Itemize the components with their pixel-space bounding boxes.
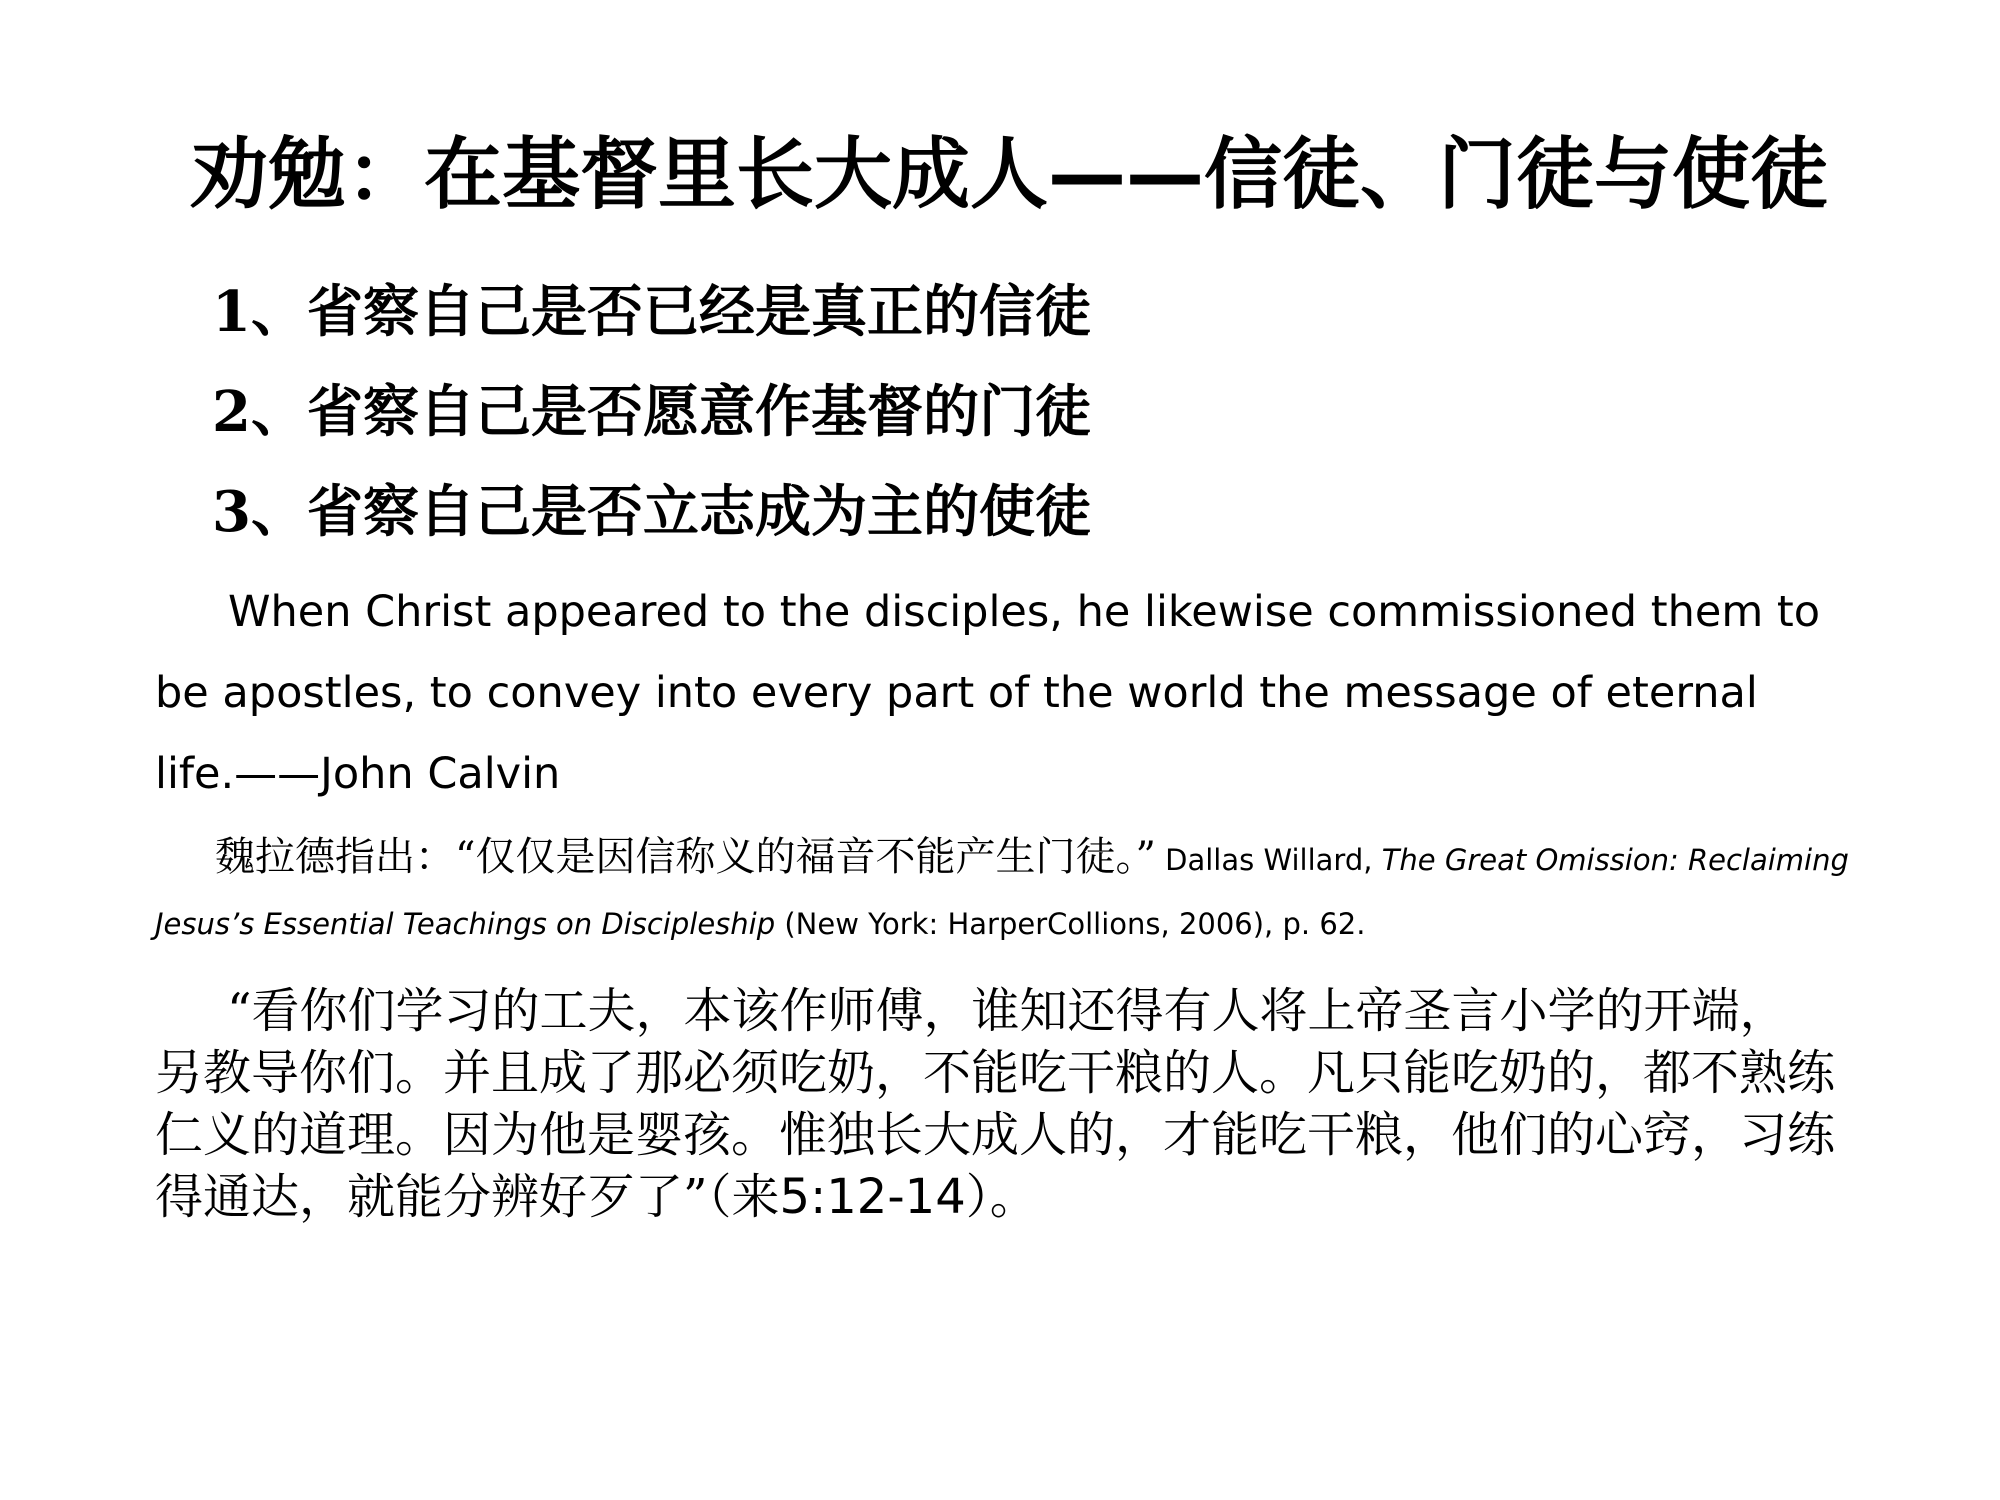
scripture-text: “看你们学习的工夫，本该作师傅，谁知还得有人将上帝圣言小学的开端，另教导你们。并且成了那必须吃奶，不能吃干粮的人。凡只能吃奶的，都不熟练仁义的道理。因为他是婴孩。惟独长大成人的，才能吃干粮，他们的心窍，习练得通达，就能分辨好歹了”（来	[155, 983, 1836, 1225]
willard-author: Dallas Willard,	[1165, 843, 1382, 877]
reflection-point-believer: 1、省察自己是否已经是真正的信徒	[212, 279, 1091, 345]
willard-quote-cn: 魏拉德指出：“仅仅是因信称义的福音不能产生门徒。”	[215, 834, 1156, 880]
willard-book-title: The Great Omission: Reclaiming Jesus’s Essential Teachings on Discipleship	[155, 843, 1849, 941]
scripture-reference: 5:12-14	[779, 1169, 966, 1225]
scripture-closing: ）。	[965, 1169, 1038, 1225]
calvin-quote: When Christ appeared to the disciples, he likewise commissioned them to be apostles, to convey into every part of the world the message of eternal life.——John Calvin	[155, 587, 1821, 799]
willard-citation	[155, 825, 1855, 956]
reflection-points-list	[212, 262, 1091, 562]
willard-publication: (New York: HarperCollions, 2006), p. 62.	[775, 907, 1366, 941]
reflection-point-disciple: 2、省察自己是否愿意作基督的门徒	[212, 379, 1091, 445]
scripture-quote	[155, 980, 1835, 1228]
reflection-point-apostle: 3、省察自己是否立志成为主的使徒	[212, 479, 1091, 545]
slide-title: 劝勉：在基督里长大成人——信徒、门徒与使徒	[190, 130, 1829, 220]
